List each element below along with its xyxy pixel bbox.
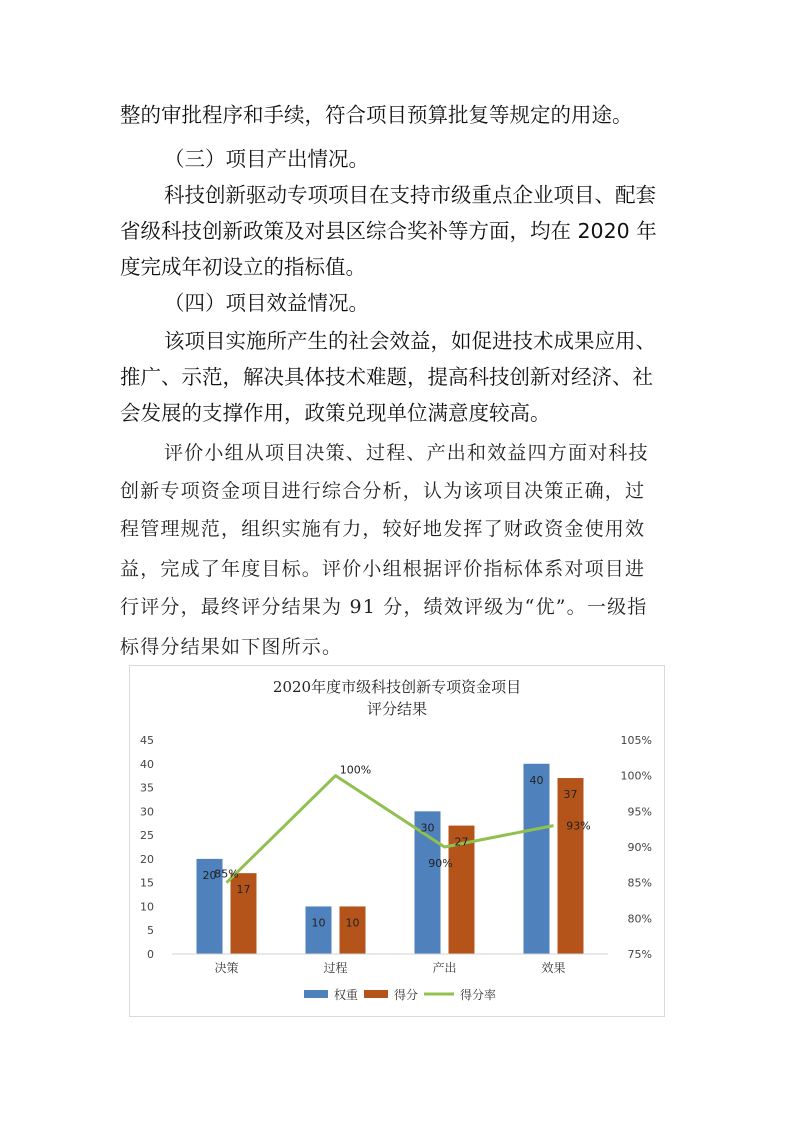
text-line: 整的审批程序和手续，符合项目预算批复等规定的用途。	[120, 103, 633, 127]
y-left-tick-label: 35	[140, 781, 154, 795]
bar-得分	[558, 778, 584, 954]
legend-label: 得分率	[460, 988, 497, 1002]
bar-value-label: 40	[529, 773, 544, 787]
section-heading: （三）项目产出情况。	[164, 147, 369, 171]
text-line: 评价小组从项目决策、过程、产出和效益四方面对科技	[164, 442, 649, 464]
y-left-tick-label: 30	[140, 805, 154, 819]
bar-value-label: 20	[202, 868, 217, 882]
y-left-tick-label: 10	[140, 900, 154, 914]
chart-container	[129, 665, 665, 1017]
text-line: 度完成年初设立的指标值。	[120, 255, 366, 279]
y-left-tick-label: 45	[140, 734, 154, 747]
legend-label: 得分	[394, 988, 419, 1002]
score-chart	[130, 666, 664, 1016]
bar-得分	[340, 906, 366, 954]
legend-swatch	[364, 990, 388, 998]
bar-权重	[524, 764, 550, 954]
text-line: 该项目实施所产生的社会效益，如促进技术成果应用、	[164, 329, 656, 353]
text-line: 推广、示范，解决具体技术难题，提高科技创新对经济、社	[120, 365, 653, 389]
chart-title: 2020年度市级科技创新专项资金项目	[272, 678, 522, 696]
text-line: 程管理规范，组织实施有力，较好地发挥了财政资金使用效	[120, 518, 646, 540]
legend-label: 权重	[334, 988, 359, 1002]
x-category-label: 决策	[214, 961, 239, 975]
x-category-label: 效果	[541, 961, 566, 975]
y-right-tick-label: 80%	[627, 912, 652, 926]
line-point-label: 93%	[566, 819, 591, 833]
y-left-tick-label: 15	[140, 876, 154, 890]
y-right-tick-label: 75%	[627, 948, 652, 961]
text-line: 会发展的支撑作用，政策兑现单位满意度较高。	[120, 401, 551, 425]
line-point-label: 100%	[339, 763, 372, 777]
y-left-tick-label: 25	[140, 829, 154, 843]
text-line: 行评分，最终评分结果为 91 分，绩效评级为“优”。一级指	[120, 596, 648, 618]
line-point-label: 85%	[214, 867, 239, 881]
x-category-label: 产出	[432, 961, 457, 975]
y-left-tick-label: 0	[147, 948, 154, 961]
text-line: 省级科技创新政策及对县区综合奖补等方面，均在 2020 年	[120, 219, 657, 243]
bar-value-label: 10	[345, 916, 360, 930]
line-得分率	[227, 773, 554, 883]
chart-subtitle: 评分结果	[366, 700, 428, 718]
y-right-tick-label: 85%	[627, 876, 652, 890]
y-left-tick-label: 5	[147, 924, 154, 938]
text-line: 科技创新驱动专项项目在支持市级重点企业项目、配套	[164, 183, 656, 207]
bar-value-label: 27	[454, 835, 469, 849]
text-line: 益，完成了年度目标。评价小组根据评价指标体系对项目进	[120, 558, 646, 580]
bar-value-label: 37	[563, 788, 578, 802]
y-right-tick-label: 100%	[620, 769, 652, 783]
bar-value-label: 30	[420, 821, 435, 835]
bar-value-label: 17	[236, 883, 251, 897]
y-right-tick-label: 105%	[620, 734, 652, 747]
line-point-label: 90%	[428, 857, 453, 870]
bar-value-label: 10	[311, 916, 326, 930]
y-right-tick-label: 90%	[627, 841, 652, 854]
y-right-tick-label: 95%	[627, 805, 652, 819]
y-left-tick-label: 20	[140, 852, 154, 866]
text-line: 创新专项资金项目进行综合分析，认为该项目决策正确，过	[120, 480, 646, 502]
legend-swatch	[304, 990, 328, 998]
section-heading: （四）项目效益情况。	[164, 291, 369, 315]
x-category-label: 过程	[323, 961, 348, 975]
text-line: 标得分结果如下图所示。	[120, 636, 343, 658]
y-left-tick-label: 40	[140, 757, 154, 771]
bar-权重	[306, 906, 332, 954]
